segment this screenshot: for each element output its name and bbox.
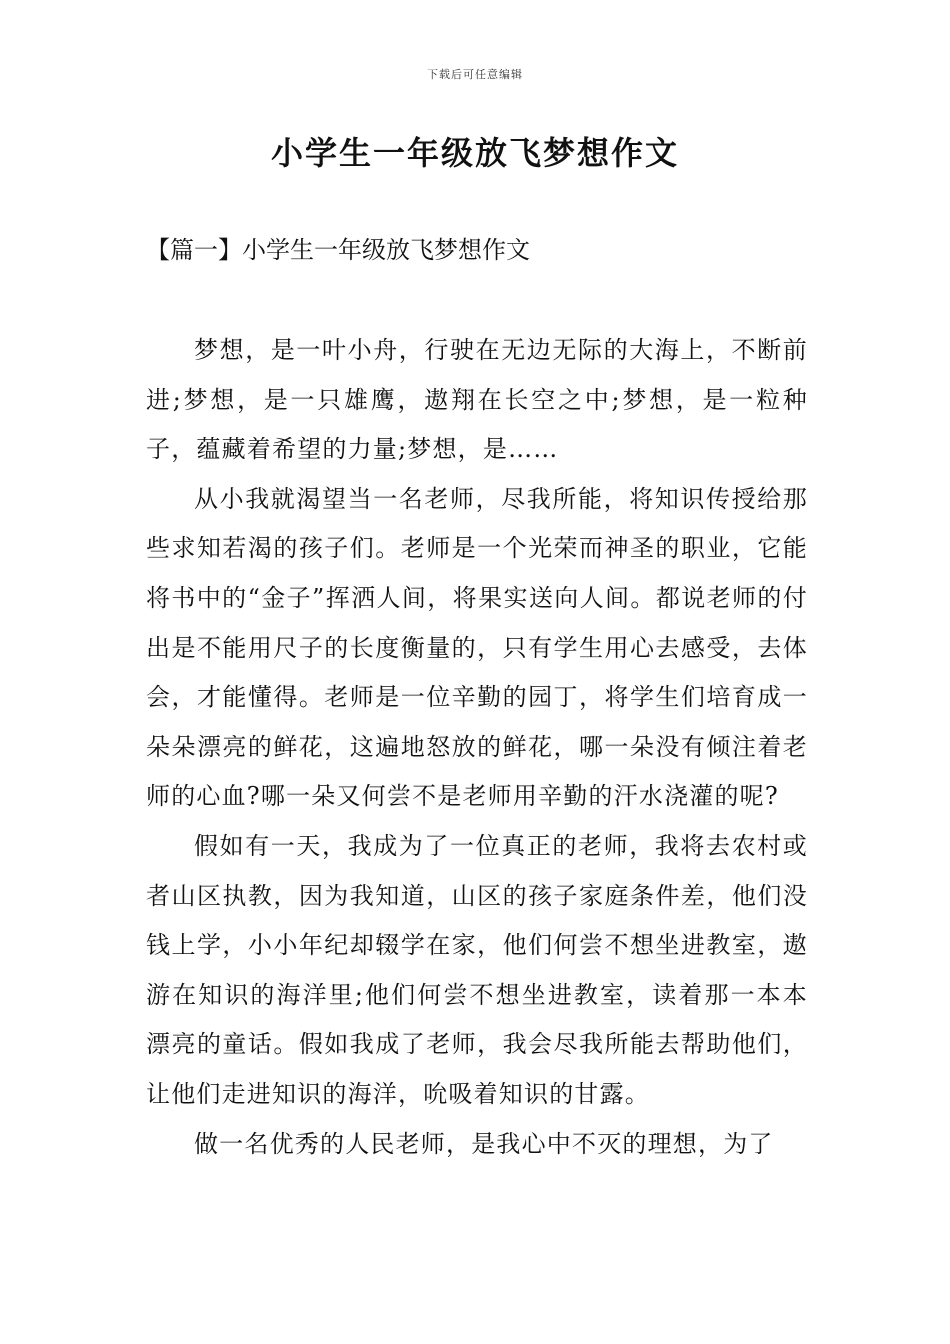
document-title: 小学生一年级放飞梦想作文 [270,134,679,172]
paragraph: 梦想，是一叶小舟，行驶在无边无际的大海上，不断前进;梦想，是一只雄鹰，遨翔在长空之中;梦想，是一粒种子，蕴藏着希望的力量;梦想，是…… [146,336,808,464]
paragraph: 做一名优秀的人民老师，是我心中不灭的理想，为了 [194,1129,774,1158]
header-note: 下载后可任意编辑 [427,68,523,81]
section-heading: 【篇一】小学生一年级放飞梦想作文 [146,236,530,264]
paragraph: 从小我就渴望当一名老师，尽我所能，将知识传授给那些求知若渴的孩子们。老师是一个光荣而神圣的职业，它能将书中的“金子”挥洒人间，将果实送向人间。都说老师的付出是不能用尺子的长度衡量的，只有学生用心去感受，去体会，才能懂得。老师是一位辛勤的园丁，将学生们培育成一朵朵漂亮的鲜花，这遍地怒放的鲜花，哪一朵没有倾注着老师的心血?哪一朵又何尝不是老师用辛勤的汗水浇灌的呢? [146,484,808,811]
document-body [146,326,808,1169]
paragraph: 假如有一天，我成为了一位真正的老师，我将去农村或者山区执教，因为我知道，山区的孩子家庭条件差，他们没钱上学，小小年纪却辍学在家，他们何尝不想坐进教室，遨游在知识的海洋里;他们何尝不想坐进教室，读着那一本本漂亮的童话。假如我成了老师，我会尽我所能去帮助他们，让他们走进知识的海洋，吮吸着知识的甘露。 [146,831,808,1108]
